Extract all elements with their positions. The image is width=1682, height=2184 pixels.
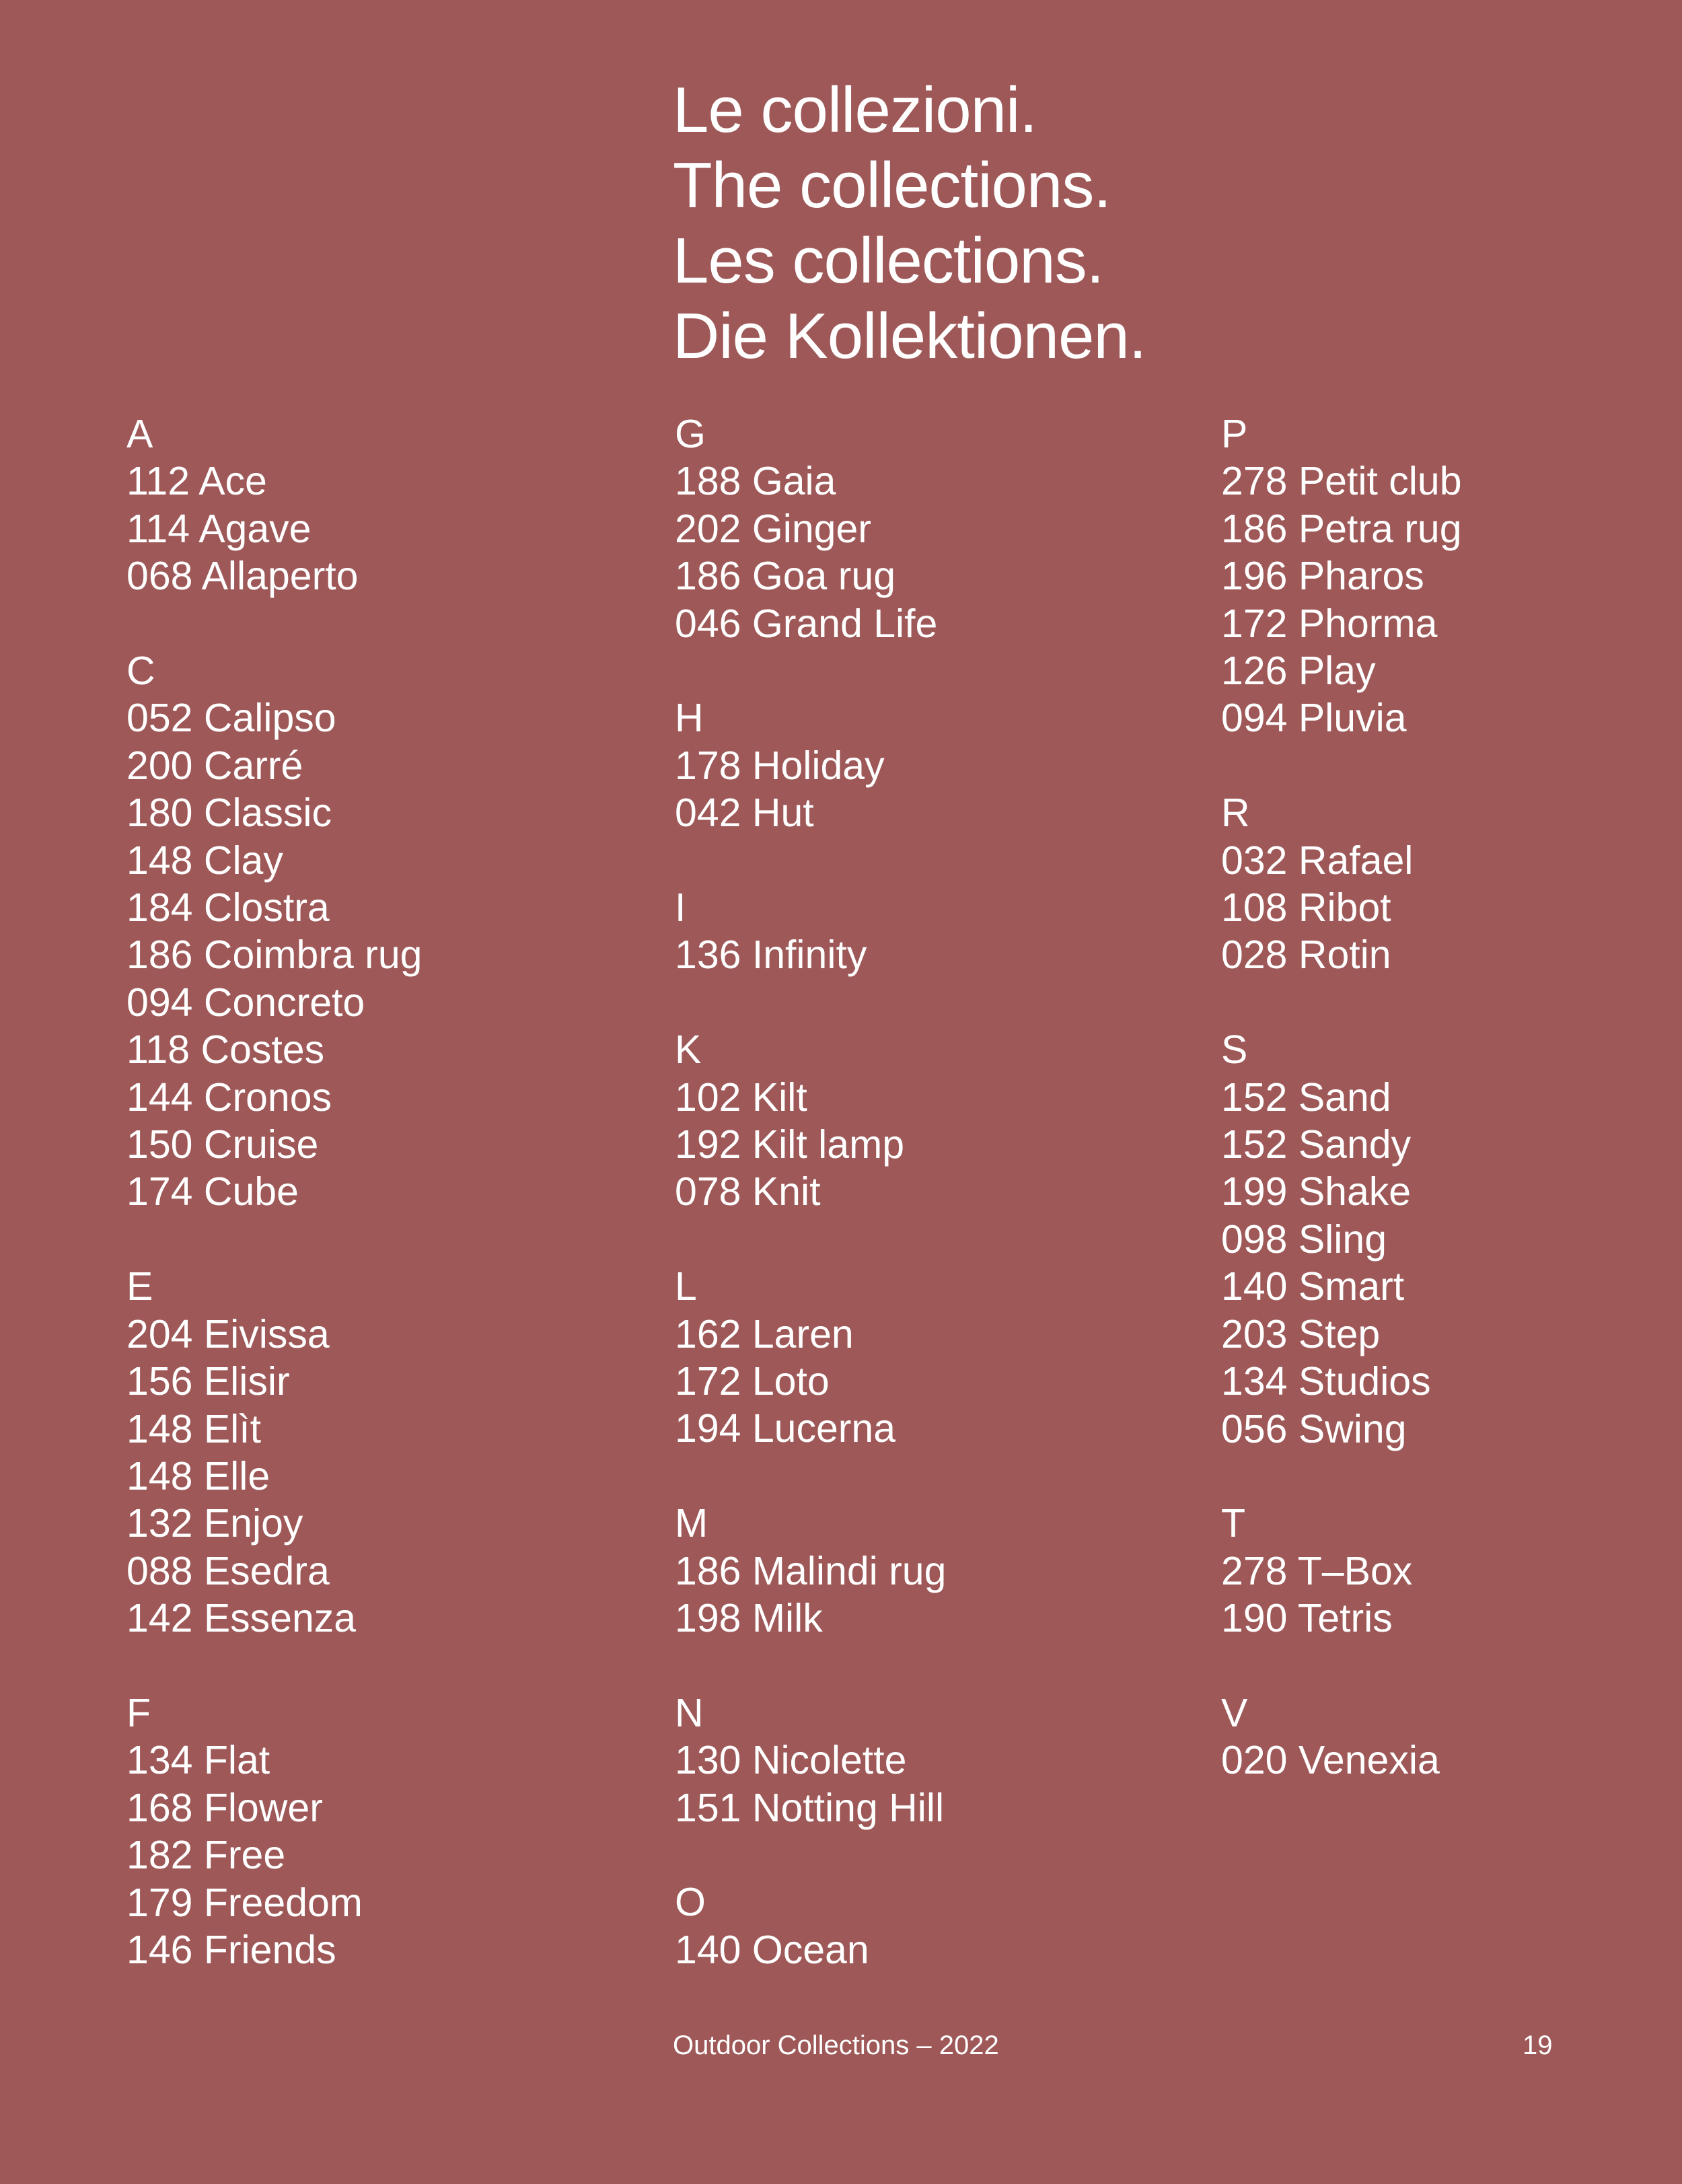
collection-entry: 168 Flower xyxy=(126,1785,323,1830)
collection-entry: 194 Lucerna xyxy=(675,1406,896,1451)
footer-publication-title: Outdoor Collections – 2022 xyxy=(673,2031,999,2060)
title-line-italian: Le collezioni. xyxy=(673,74,1037,146)
collection-entry: 146 Friends xyxy=(126,1927,336,1972)
page-number: 19 xyxy=(1523,2031,1553,2060)
index-group xyxy=(675,884,1186,979)
collection-entry: 162 Laren xyxy=(675,1311,854,1356)
collection-entry: 078 Knit xyxy=(675,1169,821,1214)
collection-entry: 186 Malindi rug xyxy=(675,1548,947,1593)
index-group xyxy=(1221,789,1682,979)
index-letter-heading: N xyxy=(675,1690,704,1735)
collection-entry: 179 Freedom xyxy=(126,1880,363,1925)
collection-entry: 184 Clostra xyxy=(126,885,330,931)
index-group xyxy=(675,694,1186,836)
collection-entry: 148 Elìt xyxy=(126,1406,262,1451)
collection-entry: 186 Goa rug xyxy=(675,554,896,599)
collection-entry: 132 Enjoy xyxy=(126,1501,303,1546)
collection-entry: 094 Concreto xyxy=(126,980,365,1025)
collection-entry: 190 Tetris xyxy=(1221,1596,1393,1641)
index-letter-heading: S xyxy=(1221,1027,1248,1072)
collection-entry: 182 Free xyxy=(126,1833,286,1878)
index-group xyxy=(126,647,638,1216)
collection-entry: 134 Flat xyxy=(126,1738,270,1783)
collection-entry: 118 Costes xyxy=(126,1027,325,1072)
index-letter-heading: K xyxy=(675,1027,702,1072)
collection-entry: 278 T–Box xyxy=(1221,1548,1413,1593)
collection-entry: 151 Notting Hill xyxy=(675,1785,945,1830)
collection-entry: 108 Ribot xyxy=(1221,885,1391,931)
index-group xyxy=(1221,1500,1682,1642)
collection-entry: 142 Essenza xyxy=(126,1596,357,1641)
collection-entry: 278 Petit club xyxy=(1221,459,1462,504)
collection-entry: 200 Carré xyxy=(126,743,303,788)
collection-entry: 172 Phorma xyxy=(1221,601,1438,646)
index-letter-heading: M xyxy=(675,1501,708,1546)
index-group xyxy=(675,410,1186,647)
index-group xyxy=(1221,410,1682,742)
collection-entry: 148 Clay xyxy=(126,838,283,883)
index-group xyxy=(675,1026,1186,1216)
index-column-1 xyxy=(126,410,638,2021)
index-letter-heading: A xyxy=(126,412,153,456)
collection-entry: 134 Studios xyxy=(1221,1359,1431,1404)
collection-entry: 204 Eivissa xyxy=(126,1311,330,1356)
index-group xyxy=(675,1500,1186,1642)
index-letter-heading: C xyxy=(126,649,155,694)
collection-entry: 174 Cube xyxy=(126,1169,299,1214)
collection-entry: 052 Calipso xyxy=(126,696,336,741)
index-group xyxy=(675,1879,1186,1973)
collection-entry: 202 Ginger xyxy=(675,506,871,551)
title-line-french: Les collections. xyxy=(673,225,1104,297)
index-letter-heading: G xyxy=(675,412,706,456)
collection-entry: 130 Nicolette xyxy=(675,1738,907,1783)
page-title xyxy=(673,73,1146,374)
title-line-german: Die Kollektionen. xyxy=(673,300,1146,372)
collection-entry: 196 Pharos xyxy=(1221,554,1424,599)
collection-entry: 056 Swing xyxy=(1221,1406,1407,1451)
collection-entry: 028 Rotin xyxy=(1221,933,1391,978)
collection-entry: 172 Loto xyxy=(675,1359,830,1404)
collection-entry: 152 Sand xyxy=(1221,1075,1391,1120)
collection-entry: 144 Cronos xyxy=(126,1075,332,1120)
index-group xyxy=(1221,1026,1682,1453)
collection-entry: 136 Infinity xyxy=(675,933,867,978)
index-column-2 xyxy=(675,410,1186,2021)
index-group xyxy=(1221,1689,1682,1784)
collection-entry: 186 Coimbra rug xyxy=(126,933,423,978)
collection-entry: 198 Milk xyxy=(675,1596,823,1641)
index-letter-heading: T xyxy=(1221,1501,1246,1546)
index-column-3 xyxy=(1221,410,1682,1831)
collection-entry: 114 Agave xyxy=(126,506,312,551)
collection-entry: 180 Classic xyxy=(126,791,332,836)
index-group xyxy=(126,1263,638,1642)
collection-entry: 020 Venexia xyxy=(1221,1738,1440,1783)
collection-entry: 032 Rafael xyxy=(1221,838,1414,883)
index-letter-heading: F xyxy=(126,1690,151,1735)
collection-entry: 140 Smart xyxy=(1221,1264,1405,1309)
collection-entry: 094 Pluvia xyxy=(1221,696,1407,741)
collection-entry: 188 Gaia xyxy=(675,459,836,504)
collection-entry: 150 Cruise xyxy=(126,1122,319,1167)
collection-entry: 088 Esedra xyxy=(126,1548,330,1593)
index-letter-heading: L xyxy=(675,1264,697,1309)
collection-entry: 148 Elle xyxy=(126,1453,270,1498)
collection-entry: 152 Sandy xyxy=(1221,1122,1412,1167)
collection-entry: 126 Play xyxy=(1221,649,1376,694)
index-letter-heading: E xyxy=(126,1264,153,1309)
index-letter-heading: R xyxy=(1221,791,1250,836)
title-line-english: The collections. xyxy=(673,149,1111,221)
collection-entry: 140 Ocean xyxy=(675,1927,869,1972)
collection-entry: 046 Grand Life xyxy=(675,601,938,646)
collection-entry: 042 Hut xyxy=(675,791,814,836)
index-letter-heading: P xyxy=(1221,412,1248,456)
collection-entry: 102 Kilt xyxy=(675,1075,807,1120)
collection-entry: 178 Holiday xyxy=(675,743,885,788)
collection-entry: 156 Elisir xyxy=(126,1359,290,1404)
index-group xyxy=(126,410,638,600)
index-letter-heading: I xyxy=(675,885,686,931)
index-group xyxy=(126,1689,638,1973)
index-letter-heading: V xyxy=(1221,1690,1248,1735)
collection-entry: 199 Shake xyxy=(1221,1169,1412,1214)
collection-entry: 186 Petra rug xyxy=(1221,506,1462,551)
index-letter-heading: H xyxy=(675,696,704,741)
index-letter-heading: O xyxy=(675,1880,706,1925)
index-group xyxy=(675,1689,1186,1831)
collection-entry: 112 Ace xyxy=(126,459,267,504)
index-group xyxy=(675,1263,1186,1453)
collection-entry: 203 Step xyxy=(1221,1311,1381,1356)
collection-entry: 098 Sling xyxy=(1221,1216,1387,1262)
collection-entry: 068 Allaperto xyxy=(126,554,359,599)
collection-entry: 192 Kilt lamp xyxy=(675,1122,905,1167)
